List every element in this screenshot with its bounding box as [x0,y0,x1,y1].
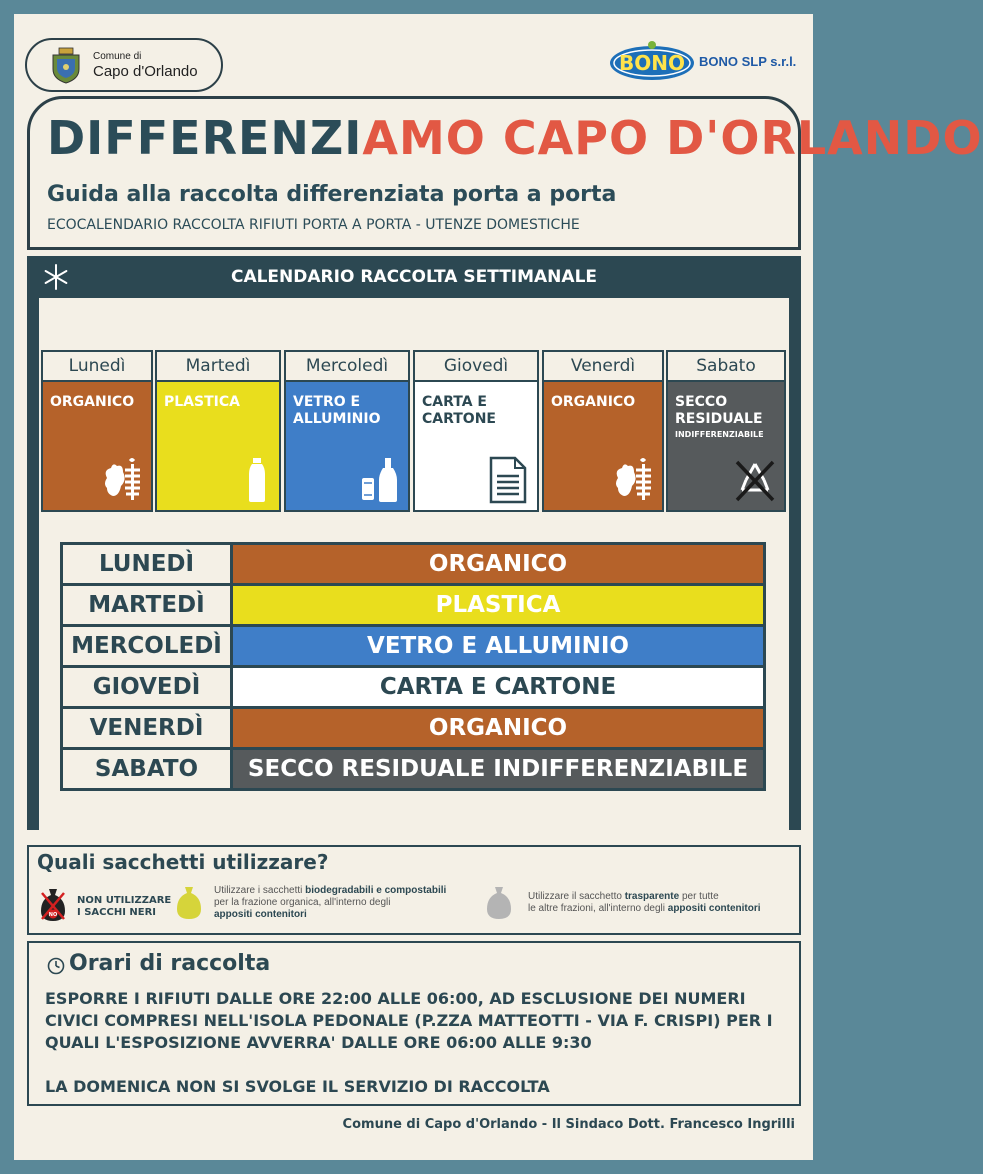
crest-icon [49,47,83,85]
day-card-name: Giovedì [415,352,537,382]
transparent-bold: trasparente [624,891,680,902]
comune-logo [25,38,223,92]
schedule-day: MARTEDÌ [62,585,232,626]
transparent-pre: Utilizzare il sacchetto [528,891,625,902]
hours-section [27,941,801,1106]
transparent-bag-text [528,891,761,915]
day-card-body [157,382,279,510]
day-card [155,350,281,512]
schedule-row [62,708,765,749]
day-card-body [415,382,537,510]
day-card-type [50,394,134,411]
day-card-body [668,382,784,510]
day-card-body [544,382,662,510]
day-card-type-line-2: ALLUMINIO [293,411,381,427]
comune-small-label: Comune di [93,51,142,62]
compostable-mid: per la frazione organica, all'interno degli [214,897,391,908]
compostable-bold: biodegradabili e compostabili [305,885,447,896]
hours-text [45,988,795,1098]
bono-company-name: BONO SLP s.r.l. [699,54,797,69]
schedule-day: GIOVEDÌ [62,667,232,708]
title-part-1: DIFFERENZI [47,111,363,165]
black-bag-icon [39,887,67,923]
schedule-waste-type: CARTA E CARTONE [232,667,765,708]
hours-line-4: LA DOMENICA NON SI SVOLGE IL SERVIZIO DI RACCOLTA [45,1077,550,1096]
bags-section [27,845,801,935]
day-card-body [286,382,408,510]
schedule-day: VENERDÌ [62,708,232,749]
day-card-type-line-1: CARTA E [422,394,487,410]
no-black-bags-text [77,895,171,919]
no-black-bags-line-2: I SACCHI NERI [77,907,157,918]
day-card-type-line-1: ORGANICO [50,394,135,410]
day-card-type [293,394,381,428]
glass-can-icon [358,456,400,504]
day-card-type [164,394,240,411]
schedule-row [62,544,765,585]
hours-title: Orari di raccolta [69,951,271,976]
transparent-end: appositi contenitori [667,903,761,914]
day-card-subtype: INDIFFERENZIABILE [675,430,764,439]
day-card [41,350,153,512]
schedule-row [62,749,765,790]
day-card-type [551,394,635,411]
paper-icon [487,456,529,504]
day-card-type-line-1: VETRO E [293,394,361,410]
day-card-name: Lunedì [43,352,151,382]
day-card-type-line-1: PLASTICA [164,394,240,410]
page-subtitle-secondary: ECOCALENDARIO RACCOLTA RIFIUTI PORTA A PORTA - UTENZE DOMESTICHE [47,217,580,233]
hours-line-3: QUALI L'ESPOSIZIONE AVVERRA' DALLE ORE 06:00 ALLE 9:30 [45,1033,592,1052]
organic-waste-icon [101,456,143,504]
calendar-heading: CALENDARIO RACCOLTA SETTIMANALE [230,267,598,287]
no-black-bags-line-1: NON UTILIZZARE [77,895,172,906]
comune-name: Capo d'Orlando [93,63,198,80]
schedule-day: LUNEDÌ [62,544,232,585]
schedule-waste-type: VETRO E ALLUMINIO [232,626,765,667]
day-card-name: Mercoledì [286,352,408,382]
day-card-body [43,382,151,510]
schedule-table [60,542,766,791]
transparent-line-2: le altre frazioni, all'interno degli [528,903,668,914]
compostable-bag-icon [175,885,203,921]
day-card-type [422,394,496,428]
plastic-bottle-icon [229,456,271,504]
compostable-pre: Utilizzare i sacchetti [214,885,306,896]
title-part-2: AMO [362,111,486,165]
page-title [47,111,983,165]
schedule-row [62,667,765,708]
day-card-name: Venerdì [544,352,662,382]
transparent-mid: per tutte [679,891,719,902]
no-label: NO [48,912,58,918]
clock-icon [47,957,65,975]
footer-signature: Comune di Capo d'Orlando - Il Sindaco Dott. Francesco Ingrilli [342,1117,795,1132]
day-card-type-line-1: SECCO [675,394,728,410]
compostable-end: appositi contenitori [214,909,307,920]
schedule-row [62,626,765,667]
day-card-type [675,394,763,428]
hours-line-1: ESPORRE I RIFIUTI DALLE ORE 22:00 ALLE 06:00, AD ESCLUSIONE DEI NUMERI [45,989,746,1008]
day-card [542,350,664,512]
schedule-day: MERCOLEDÌ [62,626,232,667]
bono-logo-text: BONO [619,51,685,75]
schedule-waste-type: PLASTICA [232,585,765,626]
bags-title: Quali sacchetti utilizzare? [37,850,329,874]
page-subtitle: Guida alla raccolta differenziata porta a porta [47,182,617,207]
schedule-waste-type: ORGANICO [232,708,765,749]
transparent-bag-icon [485,885,513,921]
schedule-day: SABATO [62,749,232,790]
day-card-type-line-1: ORGANICO [551,394,636,410]
organic-waste-icon [612,456,654,504]
day-card-name: Martedì [157,352,279,382]
day-card [284,350,410,512]
day-card-type-line-2: RESIDUALE [675,411,763,427]
schedule-row [62,585,765,626]
title-part-3: CAPO D'ORLANDO [502,111,983,165]
no-recycle-icon [734,456,776,504]
schedule-waste-type: SECCO RESIDUALE INDIFFERENZIABILE [232,749,765,790]
day-card [666,350,786,512]
title-box [27,96,983,250]
compostable-bag-text [214,885,446,921]
hours-line-2: CIVICI COMPRESI NELL'ISOLA PEDONALE (P.ZZA MATTEOTTI - VIA F. CRISPI) PER I [45,1011,773,1030]
day-card-type-line-2: CARTONE [422,411,496,427]
bono-logo-icon [609,40,695,84]
day-card [413,350,539,512]
day-card-name: Sabato [668,352,784,382]
schedule-waste-type: ORGANICO [232,544,765,585]
